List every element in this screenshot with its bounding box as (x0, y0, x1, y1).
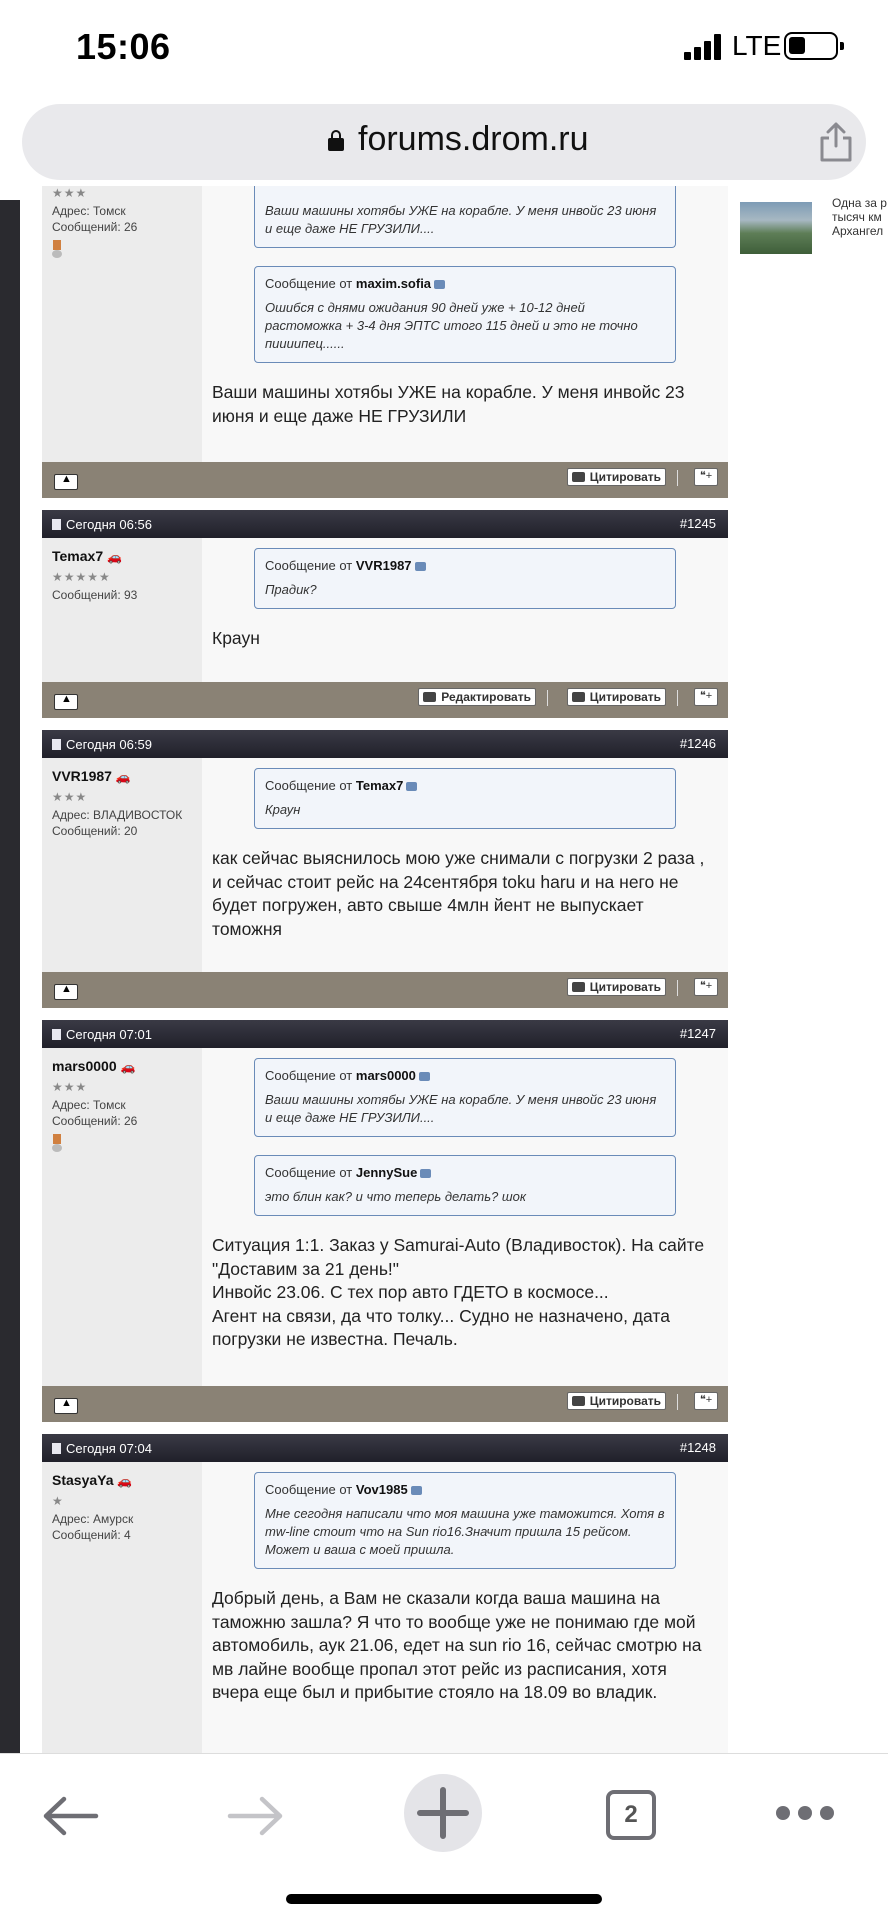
user-messages: Сообщений: 20 (52, 824, 138, 838)
lock-icon (328, 130, 344, 150)
user-address: Адрес: ВЛАДИВОСТОК (52, 808, 183, 822)
posts-column (42, 186, 728, 1782)
view-post-icon[interactable] (411, 1486, 422, 1495)
post-content (202, 186, 728, 462)
edit-button[interactable]: Редактировать (418, 688, 536, 706)
post-header (42, 510, 728, 538)
quote-from: Сообщение от Vov1985 (265, 1482, 665, 1497)
user-stars: ★★★★★ (52, 570, 111, 584)
quote-text: Ошибся с днями ожидания 90 дней уже + 10-12 дней растоможка + 3-4 дня ЭПТС итого 115 дней и это не точно пиииипец...... (265, 300, 638, 351)
medal-icon (52, 240, 62, 260)
quote-button[interactable]: Цитировать (567, 688, 666, 706)
quote-author[interactable]: mars0000 (355, 1068, 416, 1083)
forward-arrow-icon[interactable] (226, 1796, 286, 1836)
report-icon[interactable] (54, 1398, 78, 1414)
ad-thumbnail[interactable] (740, 202, 812, 254)
quote-author[interactable]: Temax7 (355, 778, 404, 793)
post-number[interactable]: #1247 (679, 1026, 716, 1041)
quote-button[interactable]: Цитировать (567, 978, 666, 996)
username[interactable]: StasyaYa 🚗 (52, 1472, 133, 1488)
post-footer (42, 972, 728, 1008)
user-stars: ★★★ (52, 1080, 88, 1094)
post-number[interactable]: #1246 (679, 736, 716, 751)
quote-author[interactable]: maxim.sofia (355, 276, 432, 291)
user-pane (42, 186, 202, 462)
user-pane (42, 538, 202, 682)
post (42, 1434, 728, 1782)
quote-text: это блин как? и что теперь делать? шок (265, 1189, 527, 1204)
network-type: LTE (732, 30, 782, 61)
quote-text: Ваши машины хотябы УЖЕ на корабле. У меня инвойс 23 июня и еще даже НЕ ГРУЗИЛИ.... (265, 203, 657, 236)
post-footer (42, 682, 728, 718)
user-pane (42, 758, 202, 972)
quote-author[interactable]: Vov1985 (355, 1482, 408, 1497)
user-pane (42, 1462, 202, 1782)
username[interactable]: Temax7 🚗 (52, 548, 122, 564)
multiquote-button[interactable]: ❝+ (694, 688, 718, 706)
user-address: Адрес: Томск (52, 1098, 126, 1112)
share-icon[interactable] (818, 122, 854, 162)
report-icon[interactable] (54, 984, 78, 1000)
post-content (202, 1462, 728, 1782)
user-messages: Сообщений: 26 (52, 1114, 138, 1128)
quote-from: Сообщение от maxim.sofia (265, 276, 665, 291)
quote-from: Сообщение от VVR1987 (265, 558, 665, 573)
quote-button[interactable]: Цитировать (567, 468, 666, 486)
quote-block (254, 548, 676, 609)
plus-icon (404, 1774, 482, 1852)
post-header (42, 1434, 728, 1462)
signal-icon (684, 32, 724, 60)
forum-page (0, 186, 888, 1753)
post (42, 186, 728, 498)
post-icon (52, 739, 61, 750)
quote-block (254, 1472, 676, 1569)
medal-icon (52, 1134, 62, 1154)
post (42, 510, 728, 718)
address-bar[interactable] (22, 104, 866, 180)
post-date: Сегодня 07:01 (52, 1027, 152, 1042)
user-messages: Сообщений: 4 (52, 1528, 131, 1542)
post-date: Сегодня 06:56 (52, 517, 152, 532)
tabs-button[interactable]: 2 (606, 1790, 656, 1840)
quote-block (254, 186, 676, 248)
quote-from: Сообщение от mars0000 (265, 1068, 665, 1083)
car-icon: 🚗 (117, 1474, 133, 1488)
post-content (202, 538, 728, 682)
home-indicator (286, 1894, 602, 1904)
view-post-icon[interactable] (406, 782, 417, 791)
more-icon[interactable] (776, 1804, 834, 1824)
post-footer (42, 462, 728, 498)
post-icon (52, 1029, 61, 1040)
post-icon (52, 1443, 61, 1454)
user-stars: ★ (52, 1494, 64, 1508)
quote-author[interactable]: JennySue (355, 1165, 418, 1180)
post-content (202, 758, 728, 972)
username[interactable]: mars0000 🚗 (52, 1058, 136, 1074)
post-message: Ваши машины хотябы УЖЕ на корабле. У меня инвойс 23 июня и еще даже НЕ ГРУЗИЛИ (212, 382, 685, 426)
post-message: Добрый день, а Вам не сказали когда ваша машина на таможню зашла? Я что то вообще уже не понимаю где мой автомобиль, аук 21.06, едет на sun rio 16, сейчас смотрю на мв лайне вообще пропал этот рейс из расписания, хотя вчера еще был и прибытие стояло на 18.09 во владик. (212, 1588, 702, 1702)
status-time: 15:06 (76, 26, 171, 67)
post-number[interactable]: #1245 (679, 516, 716, 531)
post-content (202, 1048, 728, 1386)
view-post-icon[interactable] (434, 280, 445, 289)
view-post-icon[interactable] (419, 1072, 430, 1081)
quote-block (254, 1155, 676, 1216)
view-post-icon[interactable] (420, 1169, 431, 1178)
user-stars: ★★★ (52, 186, 88, 200)
post-date: Сегодня 07:04 (52, 1441, 152, 1456)
left-sidebar-strip (0, 200, 20, 1753)
post-message: Краун (212, 628, 260, 648)
quote-from: Сообщение от JennySue (265, 1165, 665, 1180)
car-icon: 🚗 (120, 1060, 136, 1074)
multiquote-button[interactable]: ❝+ (694, 468, 718, 486)
report-icon[interactable] (54, 694, 78, 710)
car-icon: 🚗 (107, 550, 122, 564)
post (42, 1020, 728, 1422)
post-footer (42, 1386, 728, 1422)
post-date: Сегодня 06:59 (52, 737, 152, 752)
car-icon: 🚗 (115, 770, 131, 784)
browser-toolbar (0, 1753, 888, 1920)
battery-icon (784, 32, 838, 60)
post-number[interactable]: #1248 (679, 1440, 716, 1455)
user-messages: Сообщений: 93 (52, 588, 138, 602)
report-icon[interactable] (54, 474, 78, 490)
post (42, 730, 728, 1008)
post-header (42, 730, 728, 758)
new-tab-button[interactable] (404, 1774, 482, 1852)
quote-text: Прадик? (265, 582, 317, 597)
quote-text: Краун (265, 802, 301, 817)
user-messages: Сообщений: 26 (52, 220, 138, 234)
url-text[interactable]: forums.drom.ru (358, 120, 589, 158)
quote-button[interactable]: Цитировать (567, 1392, 666, 1410)
username[interactable]: VVR1987 🚗 (52, 768, 131, 784)
user-stars: ★★★ (52, 790, 88, 804)
post-header (42, 1020, 728, 1048)
user-address: Адрес: Томск (52, 204, 126, 218)
post-message: как сейчас выяснилось мою уже снимали с погрузки 2 раза , и сейчас стоит рейс на 24сентября toku haru и на него не будет погружен, авто свыше 4млн йент не выпускает томожня (212, 848, 705, 939)
quote-from: Сообщение от Temax7 (265, 778, 665, 793)
quote-block (254, 266, 676, 363)
back-arrow-icon[interactable] (40, 1796, 100, 1836)
quote-author[interactable]: VVR1987 (355, 558, 412, 573)
view-post-icon[interactable] (415, 562, 426, 571)
quote-text: Мне сегодня написали что моя машина уже таможится. Хотя в mw-line стоит что на Sun rio16.Значит пришла 15 рейсом. Может и ваша с моей пришла. (265, 1506, 665, 1557)
quote-text: Ваши машины хотябы УЖЕ на корабле. У меня инвойс 23 июня и еще даже НЕ ГРУЗИЛИ.... (265, 1092, 657, 1125)
ad-text[interactable]: Одна за р тысяч км Архангел (832, 196, 887, 238)
multiquote-button[interactable]: ❝+ (694, 978, 718, 996)
multiquote-button[interactable]: ❝+ (694, 1392, 718, 1410)
user-address: Адрес: Амурск (52, 1512, 134, 1526)
post-icon (52, 519, 61, 530)
status-bar (0, 0, 888, 100)
user-pane (42, 1048, 202, 1386)
post-message: Ситуация 1:1. Заказ у Samurai-Auto (Владивосток). На сайте "Доставим за 21 день!" Инвойс 23.06. С тех пор авто ГДЕТО в космосе... Агент на связи, да что толку... Судно не назначено, дата погрузки не известна. Печаль. (212, 1235, 705, 1349)
quote-block (254, 1058, 676, 1137)
quote-block (254, 768, 676, 829)
browser-address-area (0, 100, 888, 200)
